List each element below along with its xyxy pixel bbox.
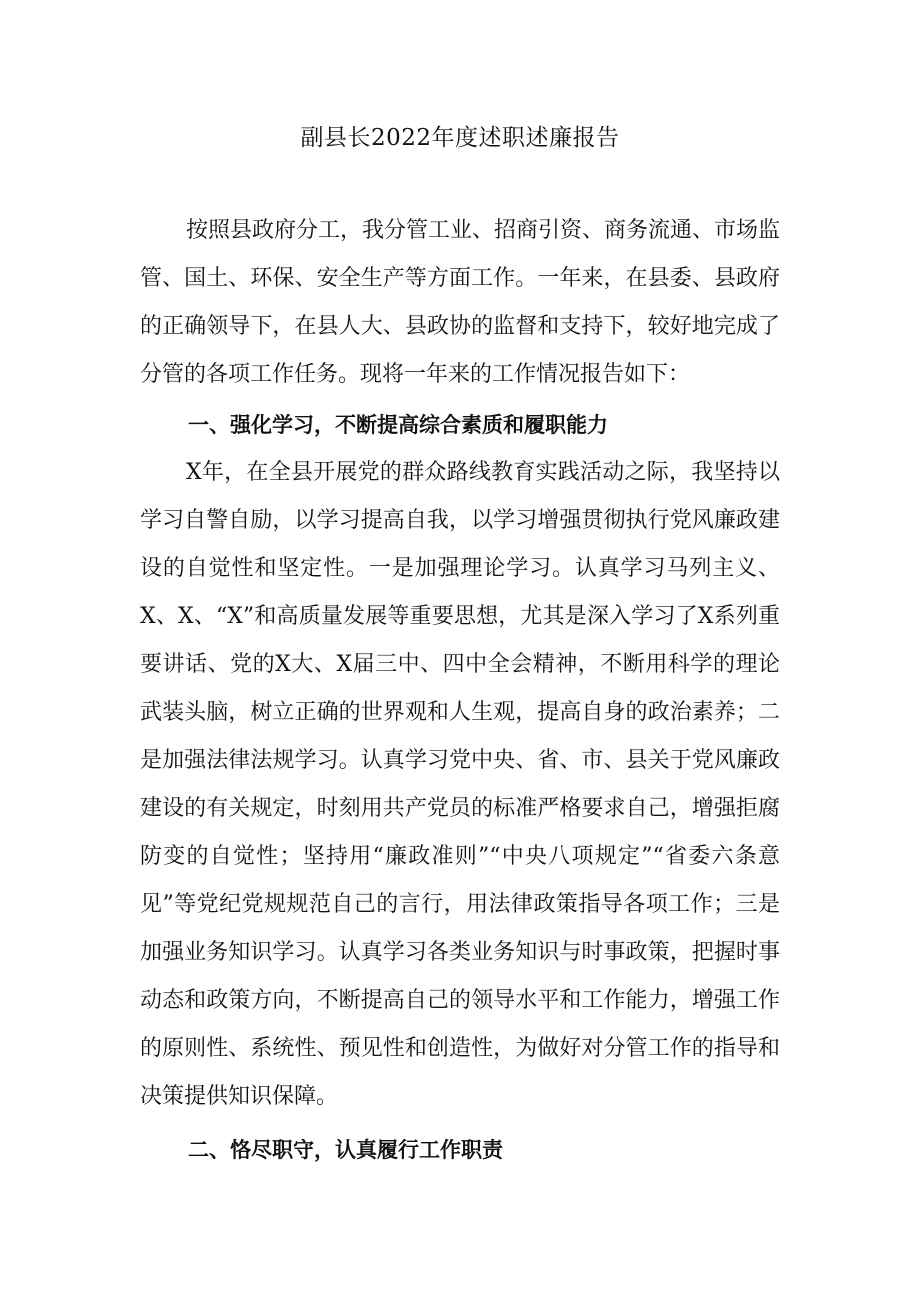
section-heading-1: 一、强化学习，不断提高综合素质和履职能力 (188, 413, 608, 437)
document-title: 副县长2022年度述职述廉报告 (300, 125, 620, 151)
section-heading-2: 二、恪尽职守，认真履行工作职责 (188, 1138, 503, 1162)
intro-paragraph: 按照县政府分工，我分管工业、招商引资、商务流通、市场监管、国土、环保、安全生产等方面工作。一年来，在县委、县政府的正确领导下，在县人大、县政协的监督和支持下，较好地完成了分管的各项工作任务。现将一年来的工作情况报告如下： (140, 218, 781, 387)
section-1-paragraph: X年，在全县开展党的群众路线教育实践活动之际，我坚持以学习自警自励，以学习提高自我，以学习增强贯彻执行党风廉政建设的自觉性和坚定性。一是加强理论学习。认真学习马列主义、X、X、“X”和高质量发展等重要思想，尤其是深入学习了X系列重要讲话、党的X大、X届三中、四中全会精神，不断用科学的理论武装头脑，树立正确的世界观和人生观，提高自身的政治素养；二是加强法律法规学习。认真学习党中央、省、市、县关于党风廉政建设的有关规定，时刻用共产党员的标准严格要求自己，增强拒腐防变的自觉性；坚持用“廉政准则”“中央八项规定”“省委六条意见”等党纪党规规范自己的言行，用法律政策指导各项工作；三是加强业务知识学习。认真学习各类业务知识与时事政策，把握时事动态和政策方向，不断提高自己的领导水平和工作能力，增强工作的原则性、系统性、预见性和创造性，为做好对分管工作的指导和决策提供知识保障。 (140, 460, 780, 1109)
